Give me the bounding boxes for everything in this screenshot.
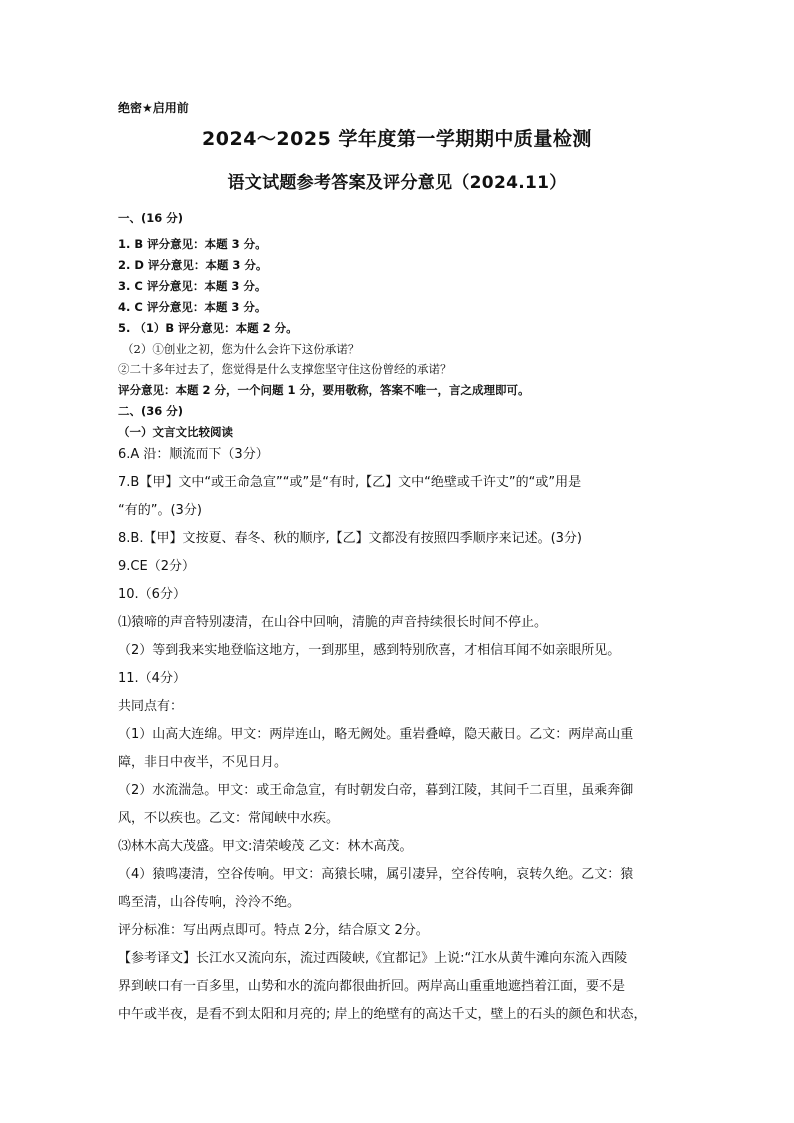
translation-line: 界到峡口有一百多里，山势和水的流向都很曲折回。两岸高山重重地遮挡着江面，要不是 [118, 979, 626, 994]
answer-line: （1）山高大连绵。甲文：两岸连山，略无阙处。重岩叠嶂，隐天蔽日。乙文：两岸高山重 [118, 727, 634, 742]
answer-line: “有的”。(3分) [118, 503, 202, 518]
answer-line: 4. C 评分意见：本题 3 分。 [118, 300, 267, 314]
answer-key-title: 语文试题参考答案及评分意见（2024.11） [227, 173, 567, 193]
answer-line: （2）①创业之初，您为什么会许下这份承诺？ [122, 342, 360, 356]
scoring-note: 评分意见：本题 2 分，一个问题 1 分，要用敬称，答案不唯一，言之成理即可。 [118, 383, 530, 397]
answer-line: ⑴猿啼的声音特别凄清，在山谷中回响，清脆的声音持续很长时间不停止。 [118, 615, 548, 630]
answer-line: （2）等到我来实地登临这地方，一到那里，感到特别欣喜，才相信耳闻不如亲眼所见。 [118, 643, 621, 658]
answer-line: 鸣至清，山谷传响，泠泠不绝。 [118, 895, 301, 910]
answer-line: ⑶林木高大茂盛。甲文:清荣峻茂 乙文：林木高茂。 [118, 839, 413, 854]
confidential-label: 绝密★启用前 [118, 101, 189, 115]
subsection-heading: （一）文言文比较阅读 [118, 425, 233, 439]
answer-line: （2）水流湍急。甲文：或王命急宣，有时朝发白帝，暮到江陵，其间千二百里，虽乘奔御 [118, 783, 634, 798]
answer-line: 共同点有： [118, 699, 184, 714]
answer-line: 3. C 评分意见：本题 3 分。 [118, 279, 267, 293]
scoring-standard: 评分标准：写出两点即可。特点 2分，结合原文 2分。 [118, 923, 429, 938]
translation-line: 【参考译文】长江水又流向东，流过西陵峡,《宜都记》上说:“江水从黄牛滩向东流入西陵 [118, 951, 628, 966]
answer-line: 2. D 评分意见：本题 3 分。 [118, 258, 268, 272]
answer-line: 6.A 沿：顺流而下（3分） [118, 447, 269, 462]
answer-line: 10.（6分） [118, 587, 186, 602]
answer-line: ②二十多年过去了，您觉得是什么支撑您坚守住这份曾经的承诺？ [118, 362, 452, 376]
answer-line: 9.CE（2分） [118, 559, 195, 574]
translation-line: 中午或半夜，是看不到太阳和月亮的; 岸上的绝壁有的高达千丈，壁上的石头的颜色和状态， [118, 1007, 647, 1022]
answer-line: 1. B 评分意见：本题 3 分。 [118, 237, 267, 251]
exam-title: 2024～2025 学年度第一学期期中质量检测 [202, 128, 592, 150]
answer-line: 5. （1）B 评分意见：本题 2 分。 [118, 321, 298, 335]
section-two-heading: 二、(36 分) [118, 404, 184, 418]
answer-line: 7.B【甲】文中“或王命急宣”“或”是“有时,【乙】文中“绝壁或千许丈”的“或”用是 [118, 475, 582, 490]
answer-line: （4）猿鸣凄清，空谷传响。甲文：高猿长啸，属引凄异，空谷传响，哀转久绝。乙文：猿 [118, 867, 634, 882]
answer-line: 8.B.【甲】文按夏、春冬、秋的顺序,【乙】文都没有按照四季顺序来记述。(3分) [118, 531, 583, 546]
section-one-heading: 一、(16 分) [118, 211, 184, 225]
answer-line: 障，非日中夜半，不见日月。 [118, 755, 288, 770]
answer-line: 11.（4分） [118, 671, 186, 686]
answer-line: 风，不以疾也。乙文：常闻峡中水疾。 [118, 811, 340, 826]
